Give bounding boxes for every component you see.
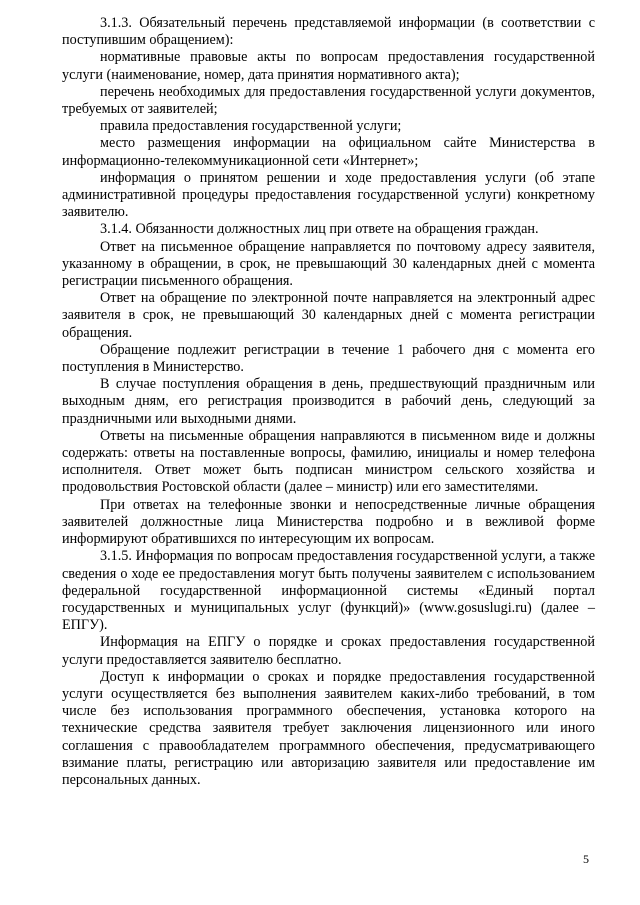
paragraph-email-response: Ответ на обращение по электронной почте направляется на электронный адрес заявителя в срок, не превышающий 30 календарных дней с момента регистрации обращения. — [62, 290, 595, 341]
paragraph-3-1-3-heading: 3.1.3. Обязательный перечень представляемой информации (в соответствии с поступившим обращением): — [62, 15, 595, 49]
paragraph-epgu-free: Информация на ЕПГУ о порядке и сроках предоставления государственной услуги предоставляется заявителю бесплатно. — [62, 634, 595, 668]
paragraph-3-1-4-heading: 3.1.4. Обязанности должностных лиц при ответе на обращения граждан. — [100, 221, 539, 238]
paragraph-response-content: Ответы на письменные обращения направляются в письменном виде и должны содержать: ответы на поставленные вопросы, фамилию, инициалы и номер телефона исполнителя. Ответ может быть подписан министром сельского хозяйства и продовольствия Ростовской области (далее – министр) или его заместителями. — [62, 427, 595, 496]
page-number: 5 — [583, 852, 589, 866]
paragraph-phone-inquiries: При ответах на телефонные звонки и непосредственные личные обращения заявителей должностные лица Министерства подробно и в вежливой форме информируют обратившихся по интересующим их вопросам. — [62, 496, 595, 548]
paragraph-3-1-5-epgu: 3.1.5. Информация по вопросам предоставления государственной услуги, а также сведения о ходе ее предоставления могут быть получены заявителем с использованием федеральной государственной информационной системы «Единый портал государственных и муниципальных услуг (функций)» (www.gosuslugi.ru) (далее – ЕПГУ). — [62, 548, 595, 634]
paragraph-holiday-registration: В случае поступления обращения в день, предшествующий праздничным или выходным дням, его регистрация производится в рабочий день, следующий за праздничными или выходными днями. — [62, 376, 595, 427]
document-body — [62, 15, 595, 789]
paragraph-service-rules: правила предоставления государственной услуги; — [100, 118, 402, 135]
paragraph-decision-info: информация о принятом решении и ходе предоставления услуги (об этапе административной процедуры предоставления государственной услуги) конкретному заявителю. — [62, 169, 595, 221]
paragraph-written-response: Ответ на письменное обращение направляется по почтовому адресу заявителя, указанному в обращении, в срок, не превышающий 30 календарных дней с момента регистрации письменного обращения. — [62, 238, 595, 290]
paragraph-website-info: место размещения информации на официальном сайте Министерства в информационно-телекоммуникационной сети «Интернет»; — [62, 135, 595, 169]
paragraph-registration: Обращение подлежит регистрации в течение 1 рабочего дня с момента его поступления в Министерство. — [62, 341, 595, 376]
paragraph-required-documents: перечень необходимых для предоставления государственной услуги документов, требуемых от заявителей; — [62, 83, 595, 118]
paragraph-access-info: Доступ к информации о сроках и порядке предоставления государственной услуги осуществляется без выполнения заявителем каких-либо требований, в том числе без использования программного обеспечения, установка которого на технические средства заявителя требует заключения лицензионного или иного соглашения с правообладателем программного обеспечения, предусматривающего взимание платы, регистрацию или авторизацию заявителя или предоставление им персональных данных. — [62, 668, 595, 788]
paragraph-legal-acts: нормативные правовые акты по вопросам предоставления государственной услуги (наименование, номер, дата принятия нормативного акта); — [62, 49, 595, 83]
